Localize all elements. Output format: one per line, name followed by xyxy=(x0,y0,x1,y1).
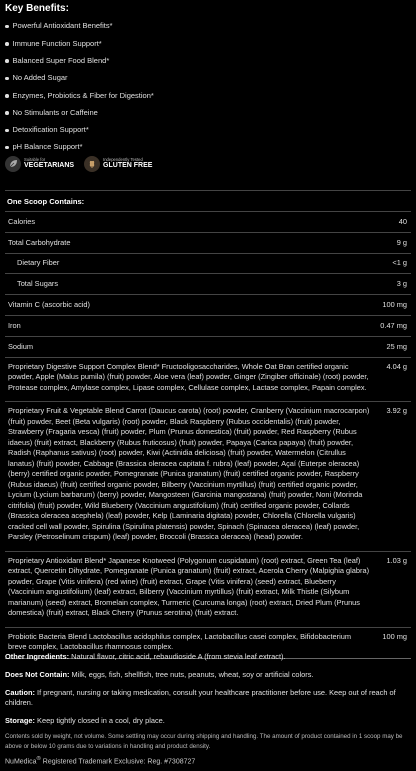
table-row: Vitamin C (ascorbic acid) 100 mg xyxy=(5,294,411,315)
table-row: Probiotic Bacteria Blend Lactobacillus acidophilus complex, Lactobacillus casei complex, Bifidobacterium breve complex, Lactobacillus rhamnosus complex. 100 mg xyxy=(5,627,411,658)
table-row: Iron 0.47 mg xyxy=(5,315,411,336)
benefits-list xyxy=(5,18,305,156)
certification-badges xyxy=(5,156,152,172)
table-row: Total Carbohydrate 9 g xyxy=(5,232,411,253)
supplement-facts-table xyxy=(5,194,411,659)
list-item: No Added Sugar xyxy=(5,70,305,87)
table-row: Proprietary Fruit & Vegetable Blend Carrot (Daucus carota) (root) powder, Cranberry (Vaccinium macrocarpon) (fruit) powder, Beet (Beta vulgaris) (root) powder, Black Raspberry (Rubus occidentalis) (fruit) powder, Strawberry (Fragaria vesca) (fruit) powder, Plum (Prunus domestica) (fruit) powder, Red Raspberry (Rubus idaeus) (fruit) extract, Blackberry (Rubus fruticosus) (fruit) powder, Papaya (Carica papaya) (fruit) powder, Radish (Raphanus sativus) (root) powder, Kiwi (Actinidia deliciosa) (fruit) powder, Watermelon (Citrullus lanatus) (fruit) powder, Cabbage (Brassica oleracea capitata f. rubra) (leaf) powder, Açaí (Euterpe oleracea) (berry) certified organic powder, Pomegranate (Punica granatum) (fruit) certified organic powder, Raspberry (Rubus idaeus) (fruit) certified organic powder, Bilberry (Vaccinium myrtillus) (fruit) certified organic powder, Lycium (Lycium barbarum) (berry) powder, Mangosteen (Garcinia mangostana) (fruit) powder, Noni (Morinda citrifolia) (fruit) powder, Wild Blueberry (Vaccinium angustifolium) (fruit) certified organic powder, Collards (Brassica oleracea acephela) (leaf) powder, Kelp (Laminaria digitata) powder, Chlorella (Chlorella vulgaris) cracked cell wall powder, Spirulina (Spirulina platensis) powder, Spinach (Spinacea oleracea) (leaf) powder, Parsley (Petroselinum crispum) (leaf) powder, Broccoli (Brassica oleracea) (head) powder. 3.92 g xyxy=(5,401,411,551)
table-row: Sodium 25 mg xyxy=(5,336,411,357)
table-row: Dietary Fiber <1 g xyxy=(5,253,411,274)
other-ingredients: Other Ingredients: Natural flavor, citric acid, rebaudioside A (from stevia leaf extract). xyxy=(5,652,286,661)
badge-label: VEGETARIANS xyxy=(24,162,75,170)
bullet-icon xyxy=(5,129,9,133)
bullet-icon xyxy=(5,42,9,46)
vegetarian-badge xyxy=(5,156,74,172)
leaf-icon xyxy=(5,156,21,172)
wheat-icon xyxy=(84,156,100,172)
key-benefits-title: Key Benefits: xyxy=(5,3,69,14)
storage: Storage: Keep tightly closed in a cool, dry place. xyxy=(5,715,165,725)
bullet-icon xyxy=(5,94,9,98)
bullet-icon xyxy=(5,111,9,115)
list-item: Immune Function Support* xyxy=(5,35,305,52)
facts-title: One Scoop Contains: xyxy=(7,197,85,207)
bullet-icon xyxy=(5,146,9,150)
badge-label: GLUTEN FREE xyxy=(103,162,153,170)
list-item: Powerful Antioxidant Benefits* xyxy=(5,18,305,35)
list-item: pH Balance Support* xyxy=(5,139,305,156)
bullet-icon xyxy=(5,77,9,81)
list-item: No Stimulants or Caffeine xyxy=(5,104,305,121)
trademark-line: NuMedica® Registered Trademark Exclusive: Reg. #7308727 xyxy=(5,756,196,766)
list-item: Detoxification Support* xyxy=(5,122,305,139)
does-not-contain: Does Not Contain: Milk, eggs, fish, shellfish, tree nuts, peanuts, wheat, soy or artificial colors. xyxy=(5,669,314,679)
table-row: Total Sugars 3 g xyxy=(5,273,411,294)
fine-print: Contents sold by weight, not volume. Some settling may occur during shipping and handling. The amount of product contained in 1 scoop may be above or below 10 grams due to variations in handling and product density. xyxy=(5,732,403,750)
badge-caption: Independently Tested xyxy=(103,156,143,162)
list-item: Balanced Super Food Blend* xyxy=(5,53,305,70)
label-notes xyxy=(5,652,411,767)
badge-caption: Suitable for xyxy=(24,156,46,162)
bullet-icon xyxy=(5,25,9,29)
table-row: Calories 40 xyxy=(5,211,411,232)
table-row: Proprietary Antioxidant Blend* Japanese Knotweed (Polygonum cuspidatum) (root) extract, Green Tea (leaf) extract, Quercetin Dihydrate, Pomegranate (Punica granatum) (fruit) extract, Acerola Cherry (Malpighia glabra) powder, Grape (Vitis vinifera) (red wine) (fruit) extract, Grape (Vitis vinifera) (seed) extract, Blueberry (Vaccinium angustifolium) (leaf) extract, Bilberry (Vaccinium myrtillus) (fruit) extract, Milk Thistle (Silybum marianum) (seed) extract, Bromelain complex, Turmeric (Curcuma longa) (root) extract, Dried Plum (Prunus domestica) (fruit) extract, Black Cherry (Prunus serotina) (fruit) extract. 1.03 g xyxy=(5,551,411,627)
section-divider xyxy=(5,190,411,191)
bullet-icon xyxy=(5,59,9,63)
table-row: Proprietary Digestive Support Complex Blend* Fructooligosaccharides, Whole Oat Bran certified organic powder, Apple (Malus pumila) (fruit) powder, Aloe vera (leaf) powder, Ginger (Zingiber officinale) (root) powder, Protease complex, Amylase complex, Lipase complex, Cellulase complex, Lactase complex, Papain complex. 4.04 g xyxy=(5,357,411,402)
gluten-free-badge xyxy=(84,156,152,172)
list-item: Enzymes, Probiotics & Fiber for Digestion* xyxy=(5,87,305,104)
caution: Caution: If pregnant, nursing or taking medication, consult your healthcare practitioner before use. Keep out of reach of children. xyxy=(5,687,396,707)
